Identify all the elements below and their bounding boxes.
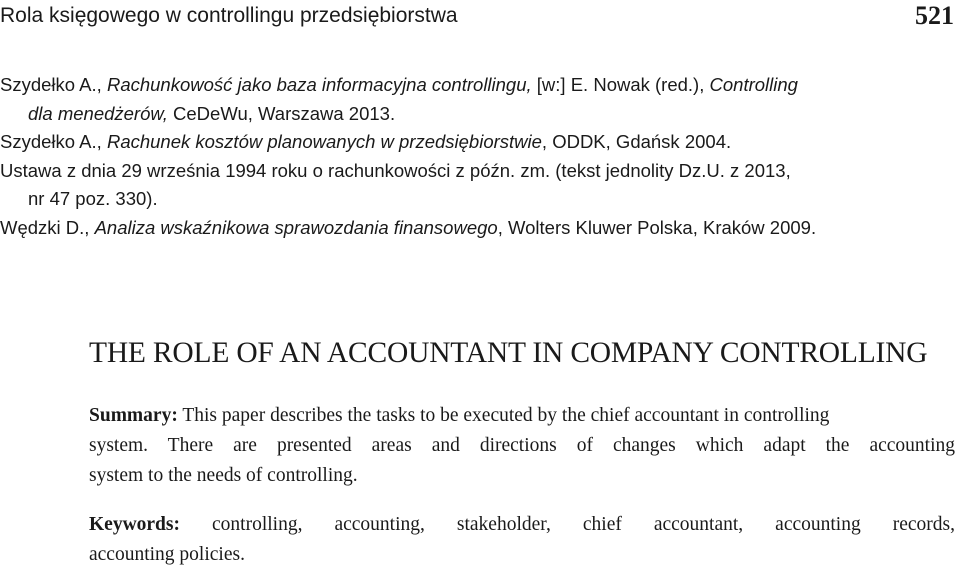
keywords-paragraph: [89, 510, 955, 570]
summary-line: system. There are presented areas and directions of changes which adapt the accounting: [89, 435, 955, 456]
reference-list: [0, 71, 958, 242]
page-number: 521: [915, 1, 954, 30]
summary-paragraph: [89, 401, 955, 491]
summary-line: system to the needs of controlling.: [89, 465, 358, 486]
summary-label: Summary:: [89, 405, 178, 426]
reference-text-cont: nr 47 poz. 330).: [28, 188, 158, 209]
abstract-title: THE ROLE OF AN ACCOUNTANT IN COMPANY CONTROLLING: [89, 337, 928, 369]
reference-item: [0, 128, 958, 157]
summary-text: This paper describes the tasks to be executed by the chief accountant in controlling: [177, 405, 830, 426]
english-abstract: [89, 336, 955, 570]
reference-author: Szydełko A.,: [0, 74, 107, 95]
running-header: [0, 1, 954, 30]
reference-item: [0, 71, 958, 128]
reference-item: [0, 157, 958, 214]
reference-author: Szydełko A.,: [0, 131, 107, 152]
keywords-line: [89, 510, 955, 540]
reference-item: [0, 214, 958, 243]
reference-book-title: Controlling: [709, 74, 798, 95]
reference-details: [w:] E. Nowak (red.),: [531, 74, 710, 95]
running-title: Rola księgowego w controllingu przedsiębiorstwa: [0, 4, 458, 27]
reference-publisher: , Wolters Kluwer Polska, Kraków 2009.: [497, 216, 817, 238]
reference-text: Ustawa z dnia 29 września 1994 roku o rachunkowości z późn. zm. (tekst jednolity Dz.U. z 2013,: [0, 159, 791, 181]
reference-title: Rachunek kosztów planowanych w przedsiębiorstwie: [106, 131, 542, 152]
reference-title: Analiza wskaźnikowa sprawozdania finansowego: [94, 216, 498, 238]
reference-book-title-cont: dla menedżerów,: [28, 102, 168, 124]
reference-author: Wędzki D.,: [0, 216, 95, 238]
keywords-label: Keywords:: [89, 514, 180, 535]
summary-line: [89, 401, 955, 431]
reference-title: Rachunkowość jako baza informacyjna controllingu,: [106, 74, 532, 95]
reference-publisher: CeDeWu, Warszawa 2013.: [167, 102, 396, 124]
reference-publisher: , ODDK, Gdańsk 2004.: [541, 131, 732, 152]
keywords-text: controlling, accounting, stakeholder, chief accountant, accounting records,: [180, 514, 955, 535]
keywords-line: accounting policies.: [89, 544, 245, 565]
